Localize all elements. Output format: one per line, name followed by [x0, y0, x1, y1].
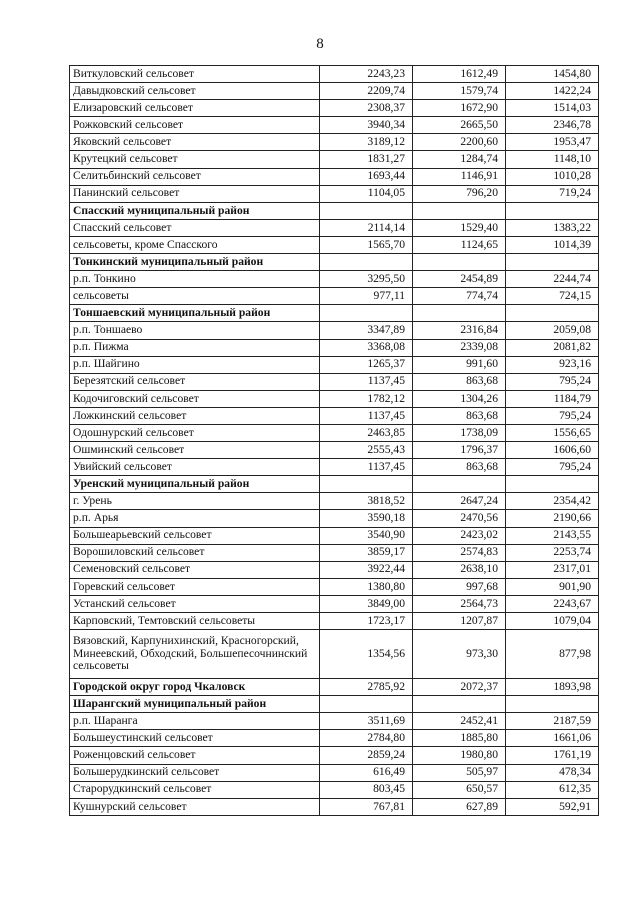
value-cell-2: 1284,74 [413, 151, 506, 168]
table-row [70, 151, 599, 168]
value-cell-2: 1796,37 [413, 442, 506, 459]
value-cell-1 [320, 254, 413, 271]
value-cell-3: 2243,67 [506, 595, 599, 612]
value-cell-3: 1893,98 [506, 679, 599, 696]
value-cell-1: 1831,27 [320, 151, 413, 168]
value-cell-1: 1354,56 [320, 630, 413, 679]
value-cell-2: 973,30 [413, 630, 506, 679]
table-row [70, 764, 599, 781]
value-cell-2: 1207,87 [413, 613, 506, 630]
territory-name: Рожковский сельсовет [70, 117, 320, 134]
table-row [70, 613, 599, 630]
table-row [70, 630, 599, 679]
value-cell-1: 2209,74 [320, 83, 413, 100]
territory-name: р.п. Тонкино [70, 271, 320, 288]
value-cell-2: 2452,41 [413, 713, 506, 730]
value-cell-2: 1885,80 [413, 730, 506, 747]
value-cell-2: 650,57 [413, 781, 506, 798]
value-cell-1: 616,49 [320, 764, 413, 781]
table-row [70, 424, 599, 441]
table-row [70, 134, 599, 151]
section-header-row [70, 202, 599, 219]
value-cell-3: 1454,80 [506, 66, 599, 83]
territory-name: Семеновский сельсовет [70, 561, 320, 578]
table-row [70, 83, 599, 100]
value-cell-2 [413, 305, 506, 322]
table-row [70, 493, 599, 510]
value-cell-1: 3368,08 [320, 339, 413, 356]
value-cell-1: 3922,44 [320, 561, 413, 578]
value-cell-2: 1612,49 [413, 66, 506, 83]
value-cell-2: 2647,24 [413, 493, 506, 510]
value-cell-2: 863,68 [413, 373, 506, 390]
table-row [70, 561, 599, 578]
value-cell-1: 1265,37 [320, 356, 413, 373]
value-cell-1: 2243,23 [320, 66, 413, 83]
territory-name: р.п. Шаранга [70, 713, 320, 730]
value-cell-1: 803,45 [320, 781, 413, 798]
territory-name: Ошминский сельсовет [70, 442, 320, 459]
value-cell-2: 2638,10 [413, 561, 506, 578]
value-cell-1: 3347,89 [320, 322, 413, 339]
value-cell-2: 2072,37 [413, 679, 506, 696]
section-header-row [70, 305, 599, 322]
table-row [70, 236, 599, 253]
territory-name: Виткуловский сельсовет [70, 66, 320, 83]
table-row [70, 527, 599, 544]
value-cell-1: 2308,37 [320, 100, 413, 117]
value-cell-1: 1565,70 [320, 236, 413, 253]
table-row [70, 407, 599, 424]
value-cell-3: 1079,04 [506, 613, 599, 630]
value-cell-3: 1661,06 [506, 730, 599, 747]
territory-name: Одошнурский сельсовет [70, 424, 320, 441]
territory-name: г. Урень [70, 493, 320, 510]
data-table [69, 65, 599, 816]
value-cell-3 [506, 696, 599, 713]
territory-name: Вязовский, Карпунихинский, Красногорский, Минеевский, Обходский, Большепесочнинский сельсоветы [70, 630, 320, 679]
value-cell-3: 724,15 [506, 288, 599, 305]
value-cell-1: 1104,05 [320, 185, 413, 202]
territory-name: Карповский, Темтовский сельсоветы [70, 613, 320, 630]
table-row [70, 288, 599, 305]
table-row [70, 390, 599, 407]
value-cell-1: 1723,17 [320, 613, 413, 630]
value-cell-1: 977,11 [320, 288, 413, 305]
table-row [70, 185, 599, 202]
value-cell-3 [506, 476, 599, 493]
value-cell-2: 863,68 [413, 407, 506, 424]
table-row [70, 66, 599, 83]
territory-name: Давыдковский сельсовет [70, 83, 320, 100]
value-cell-3: 795,24 [506, 459, 599, 476]
territory-name: сельсоветы [70, 288, 320, 305]
value-cell-3: 2059,08 [506, 322, 599, 339]
section-title: Уренский муниципальный район [70, 476, 320, 493]
value-cell-1: 3590,18 [320, 510, 413, 527]
value-cell-2: 863,68 [413, 459, 506, 476]
value-cell-2: 2339,08 [413, 339, 506, 356]
section-title: Спасский муниципальный район [70, 202, 320, 219]
page-number: 8 [316, 36, 324, 52]
territory-name: Большеустинский сельсовет [70, 730, 320, 747]
value-cell-2: 2316,84 [413, 322, 506, 339]
section-title: Тоншаевский муниципальный район [70, 305, 320, 322]
value-cell-3: 1761,19 [506, 747, 599, 764]
value-cell-2: 1124,65 [413, 236, 506, 253]
table-row [70, 373, 599, 390]
value-cell-2: 627,89 [413, 798, 506, 815]
value-cell-2: 2454,89 [413, 271, 506, 288]
territory-name: Селитьбинский сельсовет [70, 168, 320, 185]
value-cell-1: 3849,00 [320, 595, 413, 612]
value-cell-3: 2354,42 [506, 493, 599, 510]
table-row [70, 322, 599, 339]
value-cell-1 [320, 696, 413, 713]
value-cell-1: 1137,45 [320, 459, 413, 476]
value-cell-3: 1148,10 [506, 151, 599, 168]
table-row [70, 510, 599, 527]
value-cell-1: 2114,14 [320, 219, 413, 236]
value-cell-1 [320, 476, 413, 493]
value-cell-2: 2665,50 [413, 117, 506, 134]
value-cell-3: 2317,01 [506, 561, 599, 578]
value-cell-3 [506, 202, 599, 219]
value-cell-2 [413, 202, 506, 219]
territory-name: Большерудкинский сельсовет [70, 764, 320, 781]
value-cell-3 [506, 305, 599, 322]
value-cell-2: 1146,91 [413, 168, 506, 185]
territory-name: Березятский сельсовет [70, 373, 320, 390]
table-row [70, 117, 599, 134]
value-cell-1: 2555,43 [320, 442, 413, 459]
territory-name: Устанский сельсовет [70, 595, 320, 612]
territory-name: Кодочиговский сельсовет [70, 390, 320, 407]
territory-name: Увийский сельсовет [70, 459, 320, 476]
value-cell-3: 2346,78 [506, 117, 599, 134]
value-cell-2: 2564,73 [413, 595, 506, 612]
value-cell-1: 2785,92 [320, 679, 413, 696]
table-row [70, 356, 599, 373]
value-cell-3: 901,90 [506, 578, 599, 595]
table-row [70, 544, 599, 561]
value-cell-2: 1738,09 [413, 424, 506, 441]
territory-name: Ложкинский сельсовет [70, 407, 320, 424]
value-cell-1: 3940,34 [320, 117, 413, 134]
value-cell-2 [413, 476, 506, 493]
territory-name: Кушнурский сельсовет [70, 798, 320, 815]
territory-name: Спасский сельсовет [70, 219, 320, 236]
section-title: Тонкинский муниципальный район [70, 254, 320, 271]
value-cell-2: 2423,02 [413, 527, 506, 544]
table-row [70, 219, 599, 236]
value-cell-2: 1529,40 [413, 219, 506, 236]
value-cell-3: 2143,55 [506, 527, 599, 544]
value-cell-2: 774,74 [413, 288, 506, 305]
value-cell-2: 505,97 [413, 764, 506, 781]
value-cell-3: 1606,60 [506, 442, 599, 459]
value-cell-1: 767,81 [320, 798, 413, 815]
value-cell-1: 3818,52 [320, 493, 413, 510]
value-cell-1: 1693,44 [320, 168, 413, 185]
table-row [70, 595, 599, 612]
value-cell-1 [320, 305, 413, 322]
territory-name: Яковский сельсовет [70, 134, 320, 151]
territory-name: сельсоветы, кроме Спасского [70, 236, 320, 253]
value-cell-1: 2784,80 [320, 730, 413, 747]
table-row [70, 459, 599, 476]
table-row [70, 747, 599, 764]
value-cell-3: 478,34 [506, 764, 599, 781]
value-cell-3: 1383,22 [506, 219, 599, 236]
table-body [70, 66, 599, 816]
value-cell-3: 1184,79 [506, 390, 599, 407]
value-cell-2: 2200,60 [413, 134, 506, 151]
value-cell-3: 795,24 [506, 407, 599, 424]
value-cell-1: 1137,45 [320, 407, 413, 424]
value-cell-3: 1556,65 [506, 424, 599, 441]
value-cell-1: 3295,50 [320, 271, 413, 288]
section-header-row [70, 679, 599, 696]
table-row [70, 271, 599, 288]
section-header-row [70, 476, 599, 493]
value-cell-3: 2081,82 [506, 339, 599, 356]
value-cell-2: 1672,90 [413, 100, 506, 117]
value-cell-2 [413, 254, 506, 271]
table-row [70, 442, 599, 459]
value-cell-2: 1304,26 [413, 390, 506, 407]
value-cell-3: 1953,47 [506, 134, 599, 151]
value-cell-3: 2244,74 [506, 271, 599, 288]
value-cell-3: 1014,39 [506, 236, 599, 253]
value-cell-2: 997,68 [413, 578, 506, 595]
value-cell-2: 1579,74 [413, 83, 506, 100]
territory-name: Роженцовский сельсовет [70, 747, 320, 764]
table-row [70, 578, 599, 595]
value-cell-1: 3859,17 [320, 544, 413, 561]
territory-name: Елизаровский сельсовет [70, 100, 320, 117]
section-header-row [70, 254, 599, 271]
value-cell-3: 1010,28 [506, 168, 599, 185]
table-row [70, 100, 599, 117]
section-header-row [70, 696, 599, 713]
value-cell-3: 1422,24 [506, 83, 599, 100]
territory-name: Ворошиловский сельсовет [70, 544, 320, 561]
value-cell-2: 2470,56 [413, 510, 506, 527]
table-row [70, 168, 599, 185]
table-row [70, 713, 599, 730]
value-cell-3: 612,35 [506, 781, 599, 798]
value-cell-3: 923,16 [506, 356, 599, 373]
table-row [70, 730, 599, 747]
territory-name: Панинский сельсовет [70, 185, 320, 202]
territory-name: Крутецкий сельсовет [70, 151, 320, 168]
value-cell-3: 592,91 [506, 798, 599, 815]
value-cell-1: 3511,69 [320, 713, 413, 730]
section-title: Шарангский муниципальный район [70, 696, 320, 713]
table-row [70, 798, 599, 815]
value-cell-3: 877,98 [506, 630, 599, 679]
value-cell-2 [413, 696, 506, 713]
territory-name: р.п. Арья [70, 510, 320, 527]
value-cell-3: 719,24 [506, 185, 599, 202]
territory-name: Большеарьевский сельсовет [70, 527, 320, 544]
table-row [70, 781, 599, 798]
value-cell-3 [506, 254, 599, 271]
value-cell-3: 2253,74 [506, 544, 599, 561]
value-cell-1: 1782,12 [320, 390, 413, 407]
value-cell-1 [320, 202, 413, 219]
value-cell-1: 2859,24 [320, 747, 413, 764]
territory-name: Горевский сельсовет [70, 578, 320, 595]
value-cell-2: 2574,83 [413, 544, 506, 561]
territory-name: р.п. Пижма [70, 339, 320, 356]
value-cell-3: 795,24 [506, 373, 599, 390]
territory-name: Старорудкинский сельсовет [70, 781, 320, 798]
value-cell-1: 3189,12 [320, 134, 413, 151]
value-cell-1: 2463,85 [320, 424, 413, 441]
value-cell-1: 3540,90 [320, 527, 413, 544]
value-cell-2: 1980,80 [413, 747, 506, 764]
value-cell-2: 991,60 [413, 356, 506, 373]
value-cell-1: 1380,80 [320, 578, 413, 595]
territory-name: р.п. Тоншаево [70, 322, 320, 339]
territory-name: р.п. Шайгино [70, 356, 320, 373]
value-cell-1: 1137,45 [320, 373, 413, 390]
value-cell-2: 796,20 [413, 185, 506, 202]
value-cell-3: 2187,59 [506, 713, 599, 730]
value-cell-3: 1514,03 [506, 100, 599, 117]
value-cell-3: 2190,66 [506, 510, 599, 527]
section-title: Городской округ город Чкаловск [70, 679, 320, 696]
table-row [70, 339, 599, 356]
